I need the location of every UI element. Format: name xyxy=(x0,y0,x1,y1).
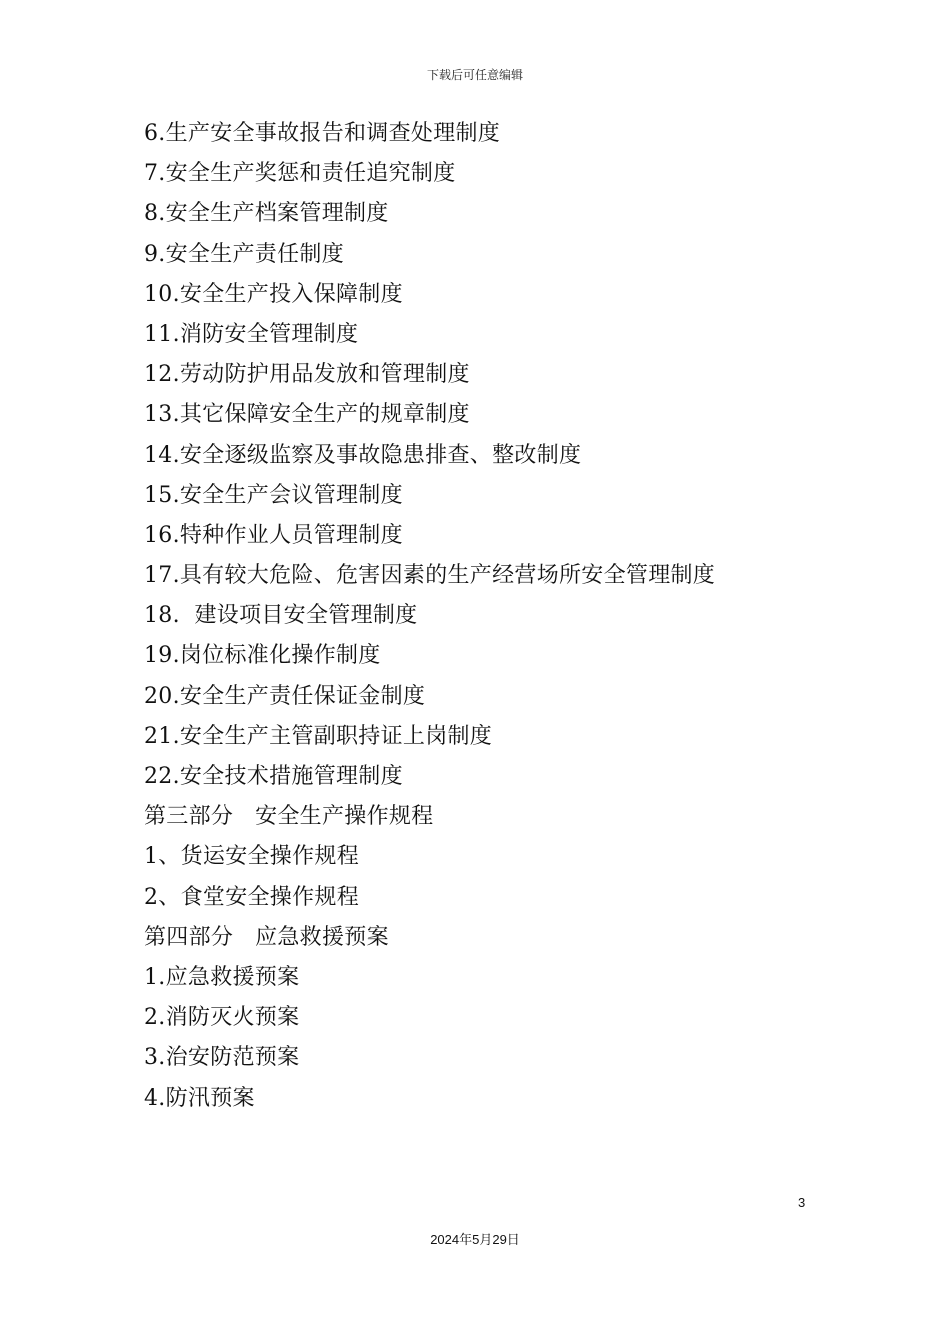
list-item: 18. 建设项目安全管理制度 xyxy=(144,603,418,629)
footer-date: 2024年5月29日 xyxy=(430,1232,520,1247)
list-item: 9.安全生产责任制度 xyxy=(144,241,344,267)
list-item: 14.安全逐级监察及事故隐患排查、整改制度 xyxy=(144,442,582,468)
list-item: 2、食堂安全操作规程 xyxy=(144,884,359,910)
list-item: 3.治安防范预案 xyxy=(144,1045,300,1071)
list-item: 6.生产安全事故报告和调查处理制度 xyxy=(144,121,501,146)
section-heading: 第四部分 应急救援预案 xyxy=(144,924,389,950)
list-item: 22.安全技术措施管理制度 xyxy=(144,764,403,789)
list-item: 11.消防安全管理制度 xyxy=(144,321,359,347)
list-item: 20.安全生产责任保证金制度 xyxy=(144,683,426,709)
section-heading: 第三部分 安全生产操作规程 xyxy=(144,804,434,830)
list-item: 21.安全生产主管副职持证上岗制度 xyxy=(144,723,493,749)
list-item: 8.安全生产档案管理制度 xyxy=(144,201,389,227)
list-item: 4.防汛预案 xyxy=(144,1085,255,1111)
page-number: 3 xyxy=(798,1195,806,1210)
list-item: 12.劳动防护用品发放和管理制度 xyxy=(144,362,470,388)
list-item: 19.岗位标准化操作制度 xyxy=(144,643,381,669)
list-item: 2.消防灭火预案 xyxy=(144,1005,300,1031)
list-item: 7.安全生产奖惩和责任追究制度 xyxy=(144,161,456,187)
list-item: 17.具有较大危险、危害因素的生产经营场所安全管理制度 xyxy=(144,563,716,589)
page-header: 下载后可任意编辑 xyxy=(426,68,523,82)
list-item: 15.安全生产会议管理制度 xyxy=(144,482,403,508)
list-item: 10.安全生产投入保障制度 xyxy=(144,281,403,307)
document-body xyxy=(144,114,844,1119)
list-item: 13.其它保障安全生产的规章制度 xyxy=(144,402,470,428)
list-item: 16.特种作业人员管理制度 xyxy=(144,522,403,548)
list-item: 1、货运安全操作规程 xyxy=(144,844,359,870)
list-item: 1.应急救援预案 xyxy=(144,964,300,990)
